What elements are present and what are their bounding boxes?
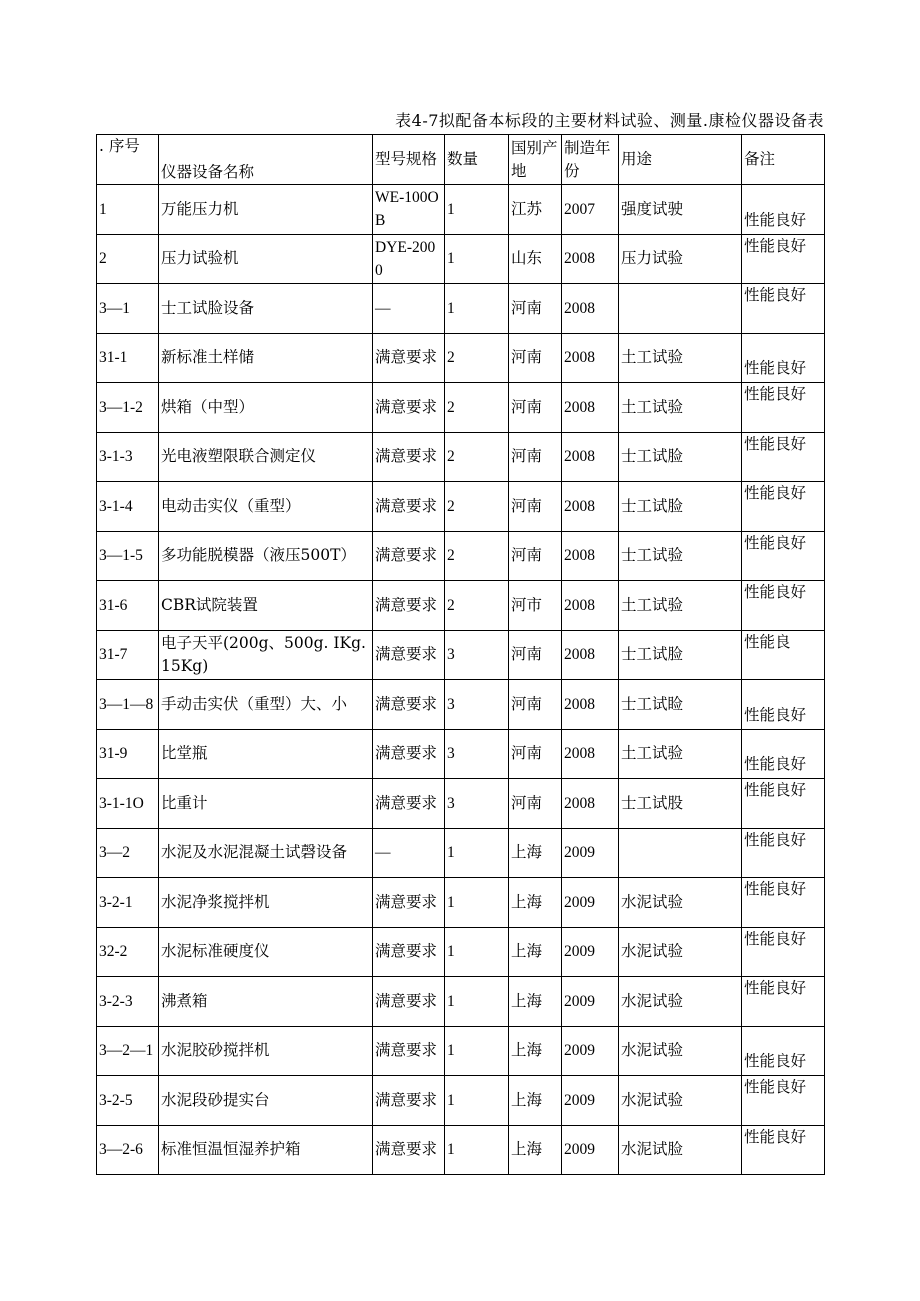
qty-cell: 2	[445, 482, 509, 532]
seq-cell: 3—1-2	[97, 383, 159, 433]
table-row	[97, 284, 825, 334]
table-row	[97, 333, 825, 383]
remark-cell: 性能良好	[742, 680, 825, 730]
remark-cell: 性能良好	[742, 878, 825, 928]
header-qty: 数量	[445, 135, 509, 185]
name-cell: 比重计	[159, 779, 373, 829]
qty-cell: 1	[445, 284, 509, 334]
origin-cell: 河南	[509, 284, 562, 334]
table-row	[97, 779, 825, 829]
name-cell: 沸煮箱	[159, 977, 373, 1027]
name-cell: 烘箱（中型）	[159, 383, 373, 433]
origin-cell: 河南	[509, 432, 562, 482]
model-cell: 满意要求	[373, 482, 445, 532]
model-cell: 满意要求	[373, 1026, 445, 1076]
table-row	[97, 927, 825, 977]
header-name: 仪器设备名称	[159, 135, 373, 185]
use-cell: 水泥试验	[619, 1076, 742, 1126]
table-row	[97, 977, 825, 1027]
name-cell: 比堂瓶	[159, 729, 373, 779]
use-cell: 士工试脸	[619, 482, 742, 532]
year-cell: 2008	[562, 680, 619, 730]
year-cell: 2008	[562, 482, 619, 532]
header-remark: 备注	[742, 135, 825, 185]
remark-cell: 性能良好	[742, 828, 825, 878]
seq-cell: 3—1	[97, 284, 159, 334]
model-cell: 满意要求	[373, 432, 445, 482]
use-cell: 水泥试验	[619, 977, 742, 1027]
origin-cell: 河南	[509, 333, 562, 383]
seq-cell: 32-2	[97, 927, 159, 977]
qty-cell: 3	[445, 630, 509, 680]
origin-cell: 江苏	[509, 185, 562, 235]
name-cell: 多功能脱模器（液压500T）	[159, 531, 373, 581]
model-cell: 满意要求	[373, 630, 445, 680]
remark-cell: 性能良好	[742, 1076, 825, 1126]
origin-cell: 上海	[509, 927, 562, 977]
origin-cell: 上海	[509, 1076, 562, 1126]
year-cell: 2008	[562, 729, 619, 779]
qty-cell: 2	[445, 333, 509, 383]
qty-cell: 1	[445, 977, 509, 1027]
qty-cell: 3	[445, 729, 509, 779]
qty-cell: 1	[445, 878, 509, 928]
model-cell: DYE-2000	[373, 234, 445, 284]
name-cell: 水泥及水泥混凝土试磬设备	[159, 828, 373, 878]
remark-cell: 性能良好	[742, 482, 825, 532]
table-row	[97, 729, 825, 779]
remark-cell: 性能良好	[742, 1026, 825, 1076]
origin-cell: 上海	[509, 977, 562, 1027]
use-cell: 水泥试验	[619, 1026, 742, 1076]
model-cell: 满意要求	[373, 333, 445, 383]
qty-cell: 2	[445, 531, 509, 581]
year-cell: 2009	[562, 828, 619, 878]
remark-cell: 性能良好	[742, 977, 825, 1027]
year-cell: 2008	[562, 234, 619, 284]
table-row	[97, 828, 825, 878]
seq-cell: 3-1-3	[97, 432, 159, 482]
model-cell: 满意要求	[373, 927, 445, 977]
name-cell: 手动击实伏（重型）大、小	[159, 680, 373, 730]
qty-cell: 1	[445, 1026, 509, 1076]
origin-cell: 河南	[509, 383, 562, 433]
name-cell: 电动击实仪（重型）	[159, 482, 373, 532]
header-origin: 国别产地	[509, 135, 562, 185]
use-cell: 士工试睑	[619, 680, 742, 730]
remark-cell: 性能良好	[742, 779, 825, 829]
model-cell: 满意要求	[373, 1076, 445, 1126]
year-cell: 2008	[562, 432, 619, 482]
origin-cell: 上海	[509, 1125, 562, 1175]
seq-cell: 3-1-1O	[97, 779, 159, 829]
year-cell: 2008	[562, 581, 619, 631]
table-body	[97, 185, 825, 1175]
origin-cell: 河南	[509, 779, 562, 829]
model-cell: 满意要求	[373, 977, 445, 1027]
year-cell: 2009	[562, 1125, 619, 1175]
year-cell: 2008	[562, 333, 619, 383]
table-row	[97, 383, 825, 433]
name-cell: 标准恒温恒湿养护箱	[159, 1125, 373, 1175]
remark-cell: 性能良好	[742, 234, 825, 284]
seq-cell: 3—1—8	[97, 680, 159, 730]
seq-cell: 2	[97, 234, 159, 284]
remark-cell: 性能良好	[742, 927, 825, 977]
seq-cell: 3-2-5	[97, 1076, 159, 1126]
model-cell: 满意要求	[373, 729, 445, 779]
qty-cell: 2	[445, 581, 509, 631]
year-cell: 2009	[562, 1076, 619, 1126]
model-cell: 满意要求	[373, 581, 445, 631]
model-cell: —	[373, 828, 445, 878]
table-row	[97, 1026, 825, 1076]
origin-cell: 河南	[509, 630, 562, 680]
qty-cell: 1	[445, 1125, 509, 1175]
seq-cell: 31-7	[97, 630, 159, 680]
use-cell: 士工试股	[619, 779, 742, 829]
qty-cell: 1	[445, 1076, 509, 1126]
origin-cell: 河市	[509, 581, 562, 631]
remark-cell: 性能良好	[742, 1125, 825, 1175]
header-year: 制造年份	[562, 135, 619, 185]
qty-cell: 2	[445, 383, 509, 433]
use-cell: 士工试验	[619, 531, 742, 581]
table-row	[97, 531, 825, 581]
remark-cell: 性能良好	[742, 284, 825, 334]
year-cell: 2008	[562, 531, 619, 581]
origin-cell: 河南	[509, 729, 562, 779]
name-cell: 电子天平(200g、500g. IKg.15Kg)	[159, 630, 373, 680]
seq-cell: 3-2-3	[97, 977, 159, 1027]
use-cell: 压力试验	[619, 234, 742, 284]
use-cell: 土工试验	[619, 581, 742, 631]
remark-cell: 性能良	[742, 630, 825, 680]
header-model: 型号规格	[373, 135, 445, 185]
seq-cell: 31-6	[97, 581, 159, 631]
qty-cell: 1	[445, 234, 509, 284]
seq-cell: 1	[97, 185, 159, 235]
origin-cell: 河南	[509, 531, 562, 581]
origin-cell: 上海	[509, 1026, 562, 1076]
name-cell: 水泥净浆搅拌机	[159, 878, 373, 928]
model-cell: —	[373, 284, 445, 334]
qty-cell: 1	[445, 828, 509, 878]
use-cell: 水泥试验	[619, 878, 742, 928]
qty-cell: 1	[445, 185, 509, 235]
seq-cell: 3—2-6	[97, 1125, 159, 1175]
origin-cell: 上海	[509, 878, 562, 928]
name-cell: CBR试院装置	[159, 581, 373, 631]
use-cell	[619, 284, 742, 334]
table-row	[97, 581, 825, 631]
name-cell: 新标准土样储	[159, 333, 373, 383]
table-row	[97, 1076, 825, 1126]
use-cell: 强度试驶	[619, 185, 742, 235]
year-cell: 2009	[562, 1026, 619, 1076]
use-cell: 水泥试验	[619, 927, 742, 977]
origin-cell: 河南	[509, 482, 562, 532]
name-cell: 水泥胶砂搅拌机	[159, 1026, 373, 1076]
use-cell: 士工试脸	[619, 630, 742, 680]
model-cell: 满意要求	[373, 531, 445, 581]
use-cell: 士工试脸	[619, 432, 742, 482]
header-use: 用途	[619, 135, 742, 185]
year-cell: 2008	[562, 284, 619, 334]
year-cell: 2008	[562, 383, 619, 433]
seq-cell: 3—2—1	[97, 1026, 159, 1076]
model-cell: 满意要求	[373, 383, 445, 433]
seq-cell: 3—2	[97, 828, 159, 878]
table-row	[97, 185, 825, 235]
equipment-table	[96, 134, 825, 1175]
remark-cell: 性能艮好	[742, 383, 825, 433]
seq-cell: 31-1	[97, 333, 159, 383]
name-cell: 万能压力机	[159, 185, 373, 235]
name-cell: 水泥标准硬度仪	[159, 927, 373, 977]
table-row	[97, 630, 825, 680]
model-cell: 满意要求	[373, 878, 445, 928]
year-cell: 2007	[562, 185, 619, 235]
table-row	[97, 432, 825, 482]
remark-cell: 性能良好	[742, 729, 825, 779]
table-row	[97, 680, 825, 730]
header-row	[97, 135, 825, 185]
origin-cell: 河南	[509, 680, 562, 730]
remark-cell: 性能艮好	[742, 432, 825, 482]
seq-cell: 3-1-4	[97, 482, 159, 532]
qty-cell: 3	[445, 779, 509, 829]
year-cell: 2008	[562, 630, 619, 680]
use-cell: 土工试验	[619, 333, 742, 383]
origin-cell: 山东	[509, 234, 562, 284]
use-cell: 土工试验	[619, 383, 742, 433]
name-cell: 水泥段砂提实台	[159, 1076, 373, 1126]
header-seq: . 序号	[97, 135, 159, 185]
qty-cell: 2	[445, 432, 509, 482]
use-cell	[619, 828, 742, 878]
table-row	[97, 878, 825, 928]
model-cell: WE-100OB	[373, 185, 445, 235]
remark-cell: 性能良好	[742, 581, 825, 631]
name-cell: 压力试验机	[159, 234, 373, 284]
use-cell: 水泥试脸	[619, 1125, 742, 1175]
year-cell: 2008	[562, 779, 619, 829]
table-caption: 表4-7拟配备本标段的主要材料试验、测量.康检仪器设备表	[395, 111, 824, 130]
model-cell: 满意要求	[373, 1125, 445, 1175]
seq-cell: 31-9	[97, 729, 159, 779]
name-cell: 光电液塑限联合测定仪	[159, 432, 373, 482]
seq-cell: 3-2-1	[97, 878, 159, 928]
table-row	[97, 482, 825, 532]
remark-cell: 性能良好	[742, 185, 825, 235]
table-row	[97, 234, 825, 284]
qty-cell: 1	[445, 927, 509, 977]
origin-cell: 上海	[509, 828, 562, 878]
year-cell: 2009	[562, 878, 619, 928]
model-cell: 满意要求	[373, 779, 445, 829]
qty-cell: 3	[445, 680, 509, 730]
year-cell: 2009	[562, 927, 619, 977]
remark-cell: 性能良好	[742, 531, 825, 581]
use-cell: 土工试验	[619, 729, 742, 779]
model-cell: 满意要求	[373, 680, 445, 730]
remark-cell: 性能良好	[742, 333, 825, 383]
seq-cell: 3—1-5	[97, 531, 159, 581]
table-row	[97, 1125, 825, 1175]
name-cell: 士工试脸设备	[159, 284, 373, 334]
year-cell: 2009	[562, 977, 619, 1027]
